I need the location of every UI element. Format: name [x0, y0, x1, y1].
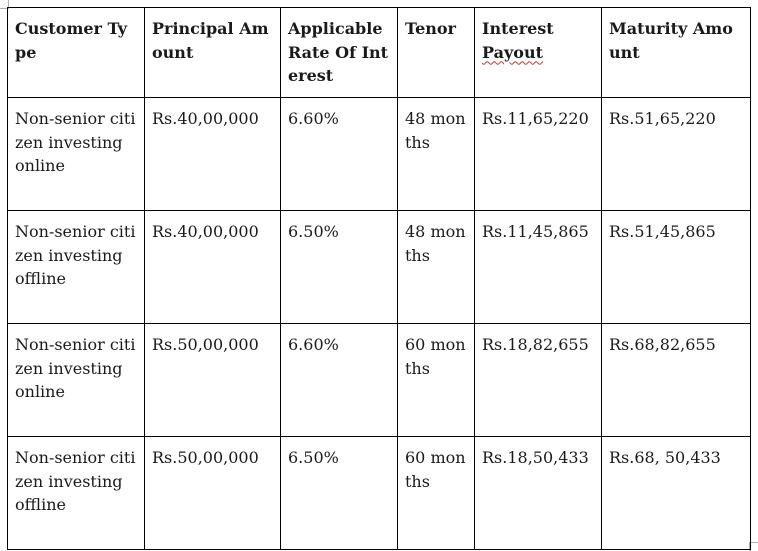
- cell-interest-payout: Rs.11,65,220: [475, 98, 602, 211]
- cell-rate: 6.50%: [281, 211, 398, 324]
- table-row: [8, 211, 751, 324]
- cell-tenor: 48 months: [398, 98, 475, 211]
- cell-tenor: 60 months: [398, 324, 475, 437]
- cell-maturity-amount: Rs.51,65,220: [602, 98, 751, 211]
- cell-principal-amount: Rs.40,00,000: [145, 211, 281, 324]
- fixed-deposit-table: [7, 7, 751, 550]
- cell-maturity-amount: Rs.68, 50,433: [602, 437, 751, 550]
- table-header-row: [8, 8, 751, 98]
- table-row: [8, 324, 751, 437]
- cell-maturity-amount: Rs.51,45,865: [602, 211, 751, 324]
- header-customer-type: Customer Type: [8, 8, 145, 98]
- table-row: [8, 437, 751, 550]
- cell-interest-payout: Rs.18,50,433: [475, 437, 602, 550]
- cell-customer-type: Non-senior citizen investing online: [8, 98, 145, 211]
- cell-rate: 6.60%: [281, 98, 398, 211]
- cell-tenor: 60 months: [398, 437, 475, 550]
- cell-customer-type: Non-senior citizen investing offline: [8, 437, 145, 550]
- cell-rate: 6.50%: [281, 437, 398, 550]
- header-maturity-amount: Maturity Amount: [602, 8, 751, 98]
- cell-principal-amount: Rs.50,00,000: [145, 437, 281, 550]
- cell-rate: 6.60%: [281, 324, 398, 437]
- header-interest-label: Interest: [482, 19, 554, 38]
- cell-tenor: 48 months: [398, 211, 475, 324]
- header-tenor: Tenor: [398, 8, 475, 98]
- cell-principal-amount: Rs.50,00,000: [145, 324, 281, 437]
- header-principal-amount: Principal Amount: [145, 8, 281, 98]
- cell-interest-payout: Rs.11,45,865: [475, 211, 602, 324]
- cell-interest-payout: Rs.18,82,655: [475, 324, 602, 437]
- header-applicable-rate: Applicable Rate Of Interest: [281, 8, 398, 98]
- cell-customer-type: Non-senior citizen investing online: [8, 324, 145, 437]
- table-row: [8, 98, 751, 211]
- cell-principal-amount: Rs.40,00,000: [145, 98, 281, 211]
- header-interest-payout: [475, 8, 602, 98]
- cell-maturity-amount: Rs.68,82,655: [602, 324, 751, 437]
- header-payout-label: Payout: [482, 42, 543, 62]
- cell-customer-type: Non-senior citizen investing offline: [8, 211, 145, 324]
